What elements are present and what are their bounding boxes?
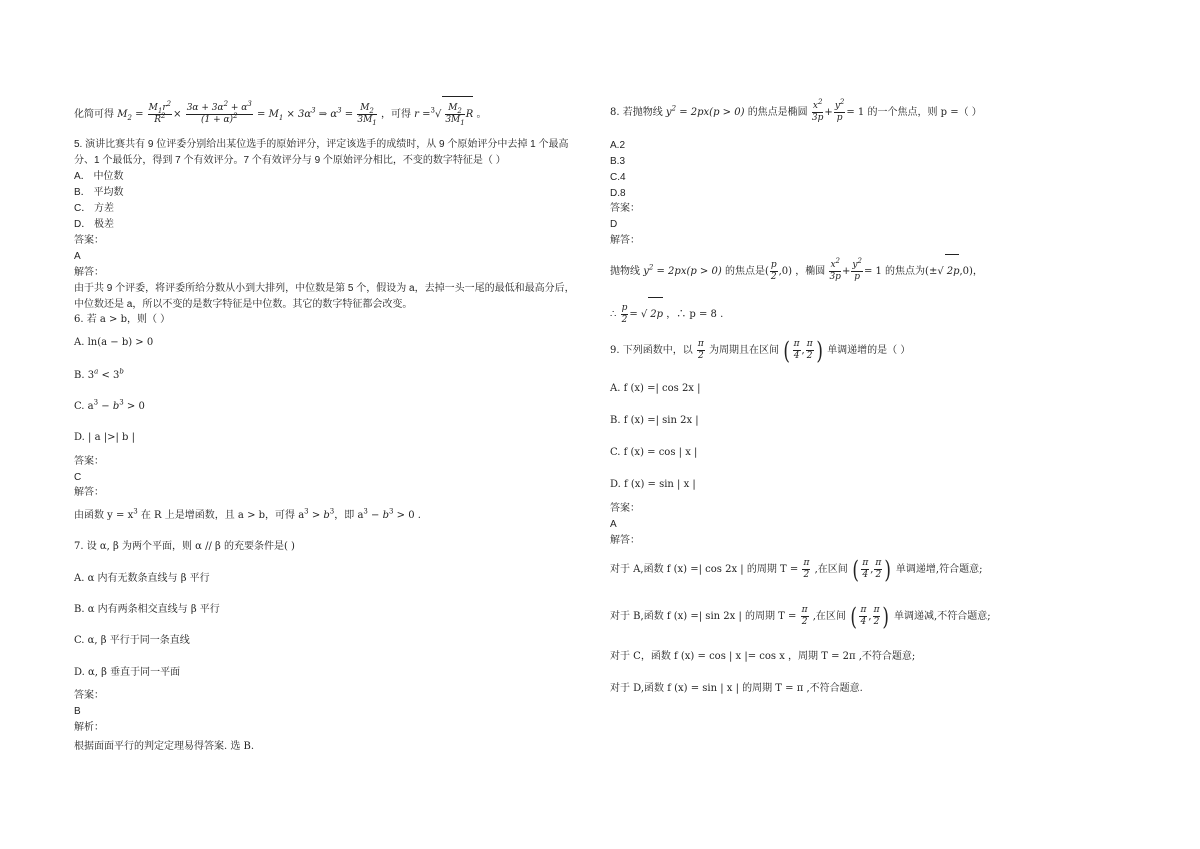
q6-option-d: D. | a |>| b | bbox=[74, 432, 135, 443]
q6-option-c: C. $a^3 - b^3 > 0$ bbox=[74, 398, 145, 412]
q8-option-b: B.3 bbox=[610, 156, 626, 167]
q7-answer: B bbox=[74, 706, 81, 717]
q6-solution-label: 解答： bbox=[74, 487, 104, 498]
q8-solution-line2: ∴ $\frac{p}{2}$ = √ 2p ，∴ p = 8 . bbox=[610, 297, 723, 331]
q5-solution-label: 解答： bbox=[74, 267, 104, 278]
q8-solution-label: 解答： bbox=[610, 235, 640, 246]
q7-solution-label: 解析： bbox=[74, 722, 104, 733]
q6-option-a: A. ln(a − b) > 0 bbox=[74, 337, 154, 348]
q9-solution-a: 对于 A,函数 f (x) =| cos 2x | 的周期 T = $\frac{\pi}{2}$ ,在区间 ( $\frac{\pi}{4}$ , $\frac{\pi}{2}$ ) 单调递增,符合题意; bbox=[610, 555, 983, 584]
q8-stem: 8. 若抛物线 $y^2 = 2px(p > 0)$ 的焦点是椭圆 $\frac{x^2}{3p}$ + $\frac{y^2}{p}$ = 1 的一个焦点，则 p =（ ） bbox=[610, 98, 982, 123]
q8-option-a: A.2 bbox=[610, 140, 626, 151]
fraction: $\frac{M_2}{3M_1}$ bbox=[357, 103, 377, 127]
q9-option-a: A. f (x) =| cos 2x | bbox=[610, 383, 701, 394]
intro-text: 化简可得 bbox=[74, 109, 114, 120]
q6-option-b: B. $3^a < 3^b$ bbox=[74, 367, 124, 381]
q8-option-c: C.4 bbox=[610, 172, 626, 183]
q9-answer: A bbox=[610, 519, 617, 530]
q7-answer-label: 答案： bbox=[74, 690, 104, 701]
intro-suffix: ，可得 bbox=[380, 109, 411, 120]
q5-solution-line2: 中位数还是 a，所以不变的是数字特征是中位数。其它的数字特征都会改变。 bbox=[74, 299, 413, 310]
fraction: $\frac{3\alpha + 3\alpha^2 + \alpha^3}{(1 + \alpha)^2}$ bbox=[186, 100, 252, 125]
q9-option-d: D. f (x) = sin | x | bbox=[610, 479, 696, 490]
q5-stem-line2: 分、1 个最低分，得到 7 个有效评分。7 个有效评分与 9 个原始评分相比，不变的数字特征是（ ） bbox=[74, 155, 506, 166]
q8-option-d: D.8 bbox=[610, 188, 626, 199]
q5-option-a: A． 中位数 bbox=[74, 171, 124, 182]
q5-stem-line1: 5. 演讲比赛共有 9 位评委分别给出某位选手的原始评分，评定该选手的成绩时，从 9 个原始评分中去掉 1 个最高 bbox=[74, 139, 569, 150]
q9-option-b: B. f (x) =| sin 2x | bbox=[610, 415, 699, 426]
q7-option-b: B. α 内有两条相交直线与 β 平行 bbox=[74, 604, 220, 615]
q8-solution-line1: 抛物线 $y^2 = 2px(p > 0)$ 的焦点是( $\frac{p}{2}$ ,0) ，椭圆 $\frac{x^2}{3p}$ + $\frac{y^2}{p}$ = 1 的焦点为(±√ 2p,0)， bbox=[610, 254, 983, 288]
q9-answer-label: 答案： bbox=[610, 503, 640, 514]
q6-answer-label: 答案： bbox=[74, 456, 104, 467]
q9-stem: 9. 下列函数中，以 $\frac{\pi}{2}$ 为周期且在区间 ( $\frac{\pi}{4}$ , $\frac{\pi}{2}$ ) 单调递增的是（ ） bbox=[610, 336, 911, 365]
q5-option-c: C． 方差 bbox=[74, 203, 114, 214]
q9-solution-c: 对于 C，函数 f (x) = cos | x |= cos x ，周期 T = 2π ,不符合题意; bbox=[610, 651, 916, 662]
q7-option-d: D. α, β 垂直于同一平面 bbox=[74, 667, 181, 678]
intro-formula-line: 化简可得 $M_2$ = $\frac{M_1r^2}{R^2}$ × $\frac{3\alpha + 3\alpha^2 + \alpha^3}{(1 + \alpha)^2}$ = $M_1 \times 3\alpha^3$ ⇒ $\alpha^3$ = $\frac{M_2}{3M_1}$ ，可得 r =$^3$√ $\frac{M_2}{3M_1}$ R 。 bbox=[74, 96, 486, 132]
q7-stem: 7. 设 α, β 为两个平面，则 α // β 的充要条件是( ) bbox=[74, 541, 295, 552]
q6-solution: 由函数 $y = x^3$ 在 R 上是增函数，且 a > b，可得 $a^3 > b^3$，即 $a^3 - b^3 > 0$ . bbox=[74, 507, 421, 521]
q5-answer: A bbox=[74, 251, 81, 262]
q8-answer-label: 答案： bbox=[610, 203, 640, 214]
q5-solution-line1: 由于共 9 个评委，将评委所给分数从小到大排列，中位数是第 5 个，假设为 a，去掉一头一尾的最低和最高分后， bbox=[74, 283, 575, 294]
q5-answer-label: 答案： bbox=[74, 235, 104, 246]
q6-stem: 6. 若 a > b，则（ ） bbox=[74, 314, 171, 325]
q6-answer: C bbox=[74, 472, 82, 483]
q7-option-a: A. α 内有无数条直线与 β 平行 bbox=[74, 573, 210, 584]
q5-option-d: D． 极差 bbox=[74, 219, 114, 230]
q7-option-c: C. α, β 平行于同一条直线 bbox=[74, 635, 190, 646]
q7-solution: 根据面面平行的判定定理易得答案. 选 B. bbox=[74, 741, 255, 752]
q9-solution-label: 解答： bbox=[610, 535, 640, 546]
q8-answer: D bbox=[610, 219, 618, 230]
q9-solution-d: 对于 D,函数 f (x) = sin | x | 的周期 T = π ,不符合题意. bbox=[610, 683, 863, 694]
q5-option-b: B． 平均数 bbox=[74, 187, 124, 198]
fraction: $\frac{M_1r^2}{R^2}$ bbox=[148, 100, 172, 125]
q9-solution-b: 对于 B,函数 f (x) =| sin 2x | 的周期 T = $\frac{\pi}{2}$ ,在区间 ( $\frac{\pi}{4}$ , $\frac{\pi}{2}$ ) 单调递减,不符合题意; bbox=[610, 602, 991, 631]
q9-option-c: C. f (x) = cos | x | bbox=[610, 447, 698, 458]
